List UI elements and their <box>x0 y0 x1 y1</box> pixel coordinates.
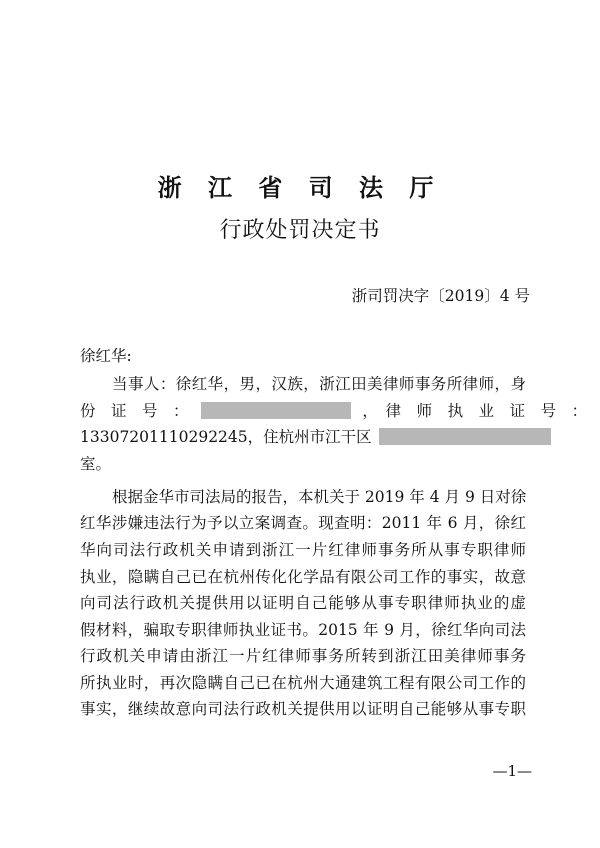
body-line-13: 事实，继续故意向司法行政机关提供用以证明自己能够从事专职 <box>80 700 526 718</box>
body-line-3 <box>80 426 526 448</box>
redacted-id-number <box>201 402 351 419</box>
body-line-7: 华向司法行政机关申请到浙江一片红律师事务所从事专职律师 <box>80 541 526 559</box>
redacted-address <box>379 428 551 445</box>
body-line-5: 根据金华市司法局的报告，本机关于 2019 年 4 月 9 日对徐 <box>112 488 527 506</box>
license-number-label: ， 律 师 执 业 证 号 ： <box>362 402 588 420</box>
document-title: 浙 江 省 司 法 厅 <box>157 173 443 202</box>
body-line-4: 室。 <box>80 455 112 473</box>
document-number: 浙司罚决字〔2019〕4 号 <box>351 287 530 305</box>
body-line-6: 红华涉嫌违法行为予以立案调查。现查明：2011 年 6 月，徐红 <box>80 514 526 532</box>
document-subtitle: 行政处罚决定书 <box>219 218 381 243</box>
body-line-9: 向司法行政机关提供用以证明自己能够从事专职律师执业的虚 <box>80 594 526 612</box>
body-line-8: 执业，隐瞒自己已在杭州传化化学品有限公司工作的事实，故意 <box>80 568 526 586</box>
body-line-11: 行政机关申请由浙江一片红律师事务所转到浙江田美律师事务 <box>80 647 526 665</box>
body-line-12: 所执业时，再次隐瞒自己已在杭州大通建筑工程有限公司工作的 <box>80 674 526 692</box>
id-number-label: 份 证 号 ： <box>80 402 189 420</box>
body-line-2 <box>80 400 588 422</box>
addressee: 徐红华: <box>80 347 132 365</box>
page-number: —1— <box>492 762 532 780</box>
license-and-address: 13307201110292245，住杭州市江干区 <box>80 428 372 446</box>
body-line-1: 当事人：徐红华，男，汉族，浙江田美律师事务所律师，身 <box>112 375 526 393</box>
body-line-10: 假材料，骗取专职律师执业证书。2015 年 9 月，徐红华向司法 <box>80 621 526 639</box>
